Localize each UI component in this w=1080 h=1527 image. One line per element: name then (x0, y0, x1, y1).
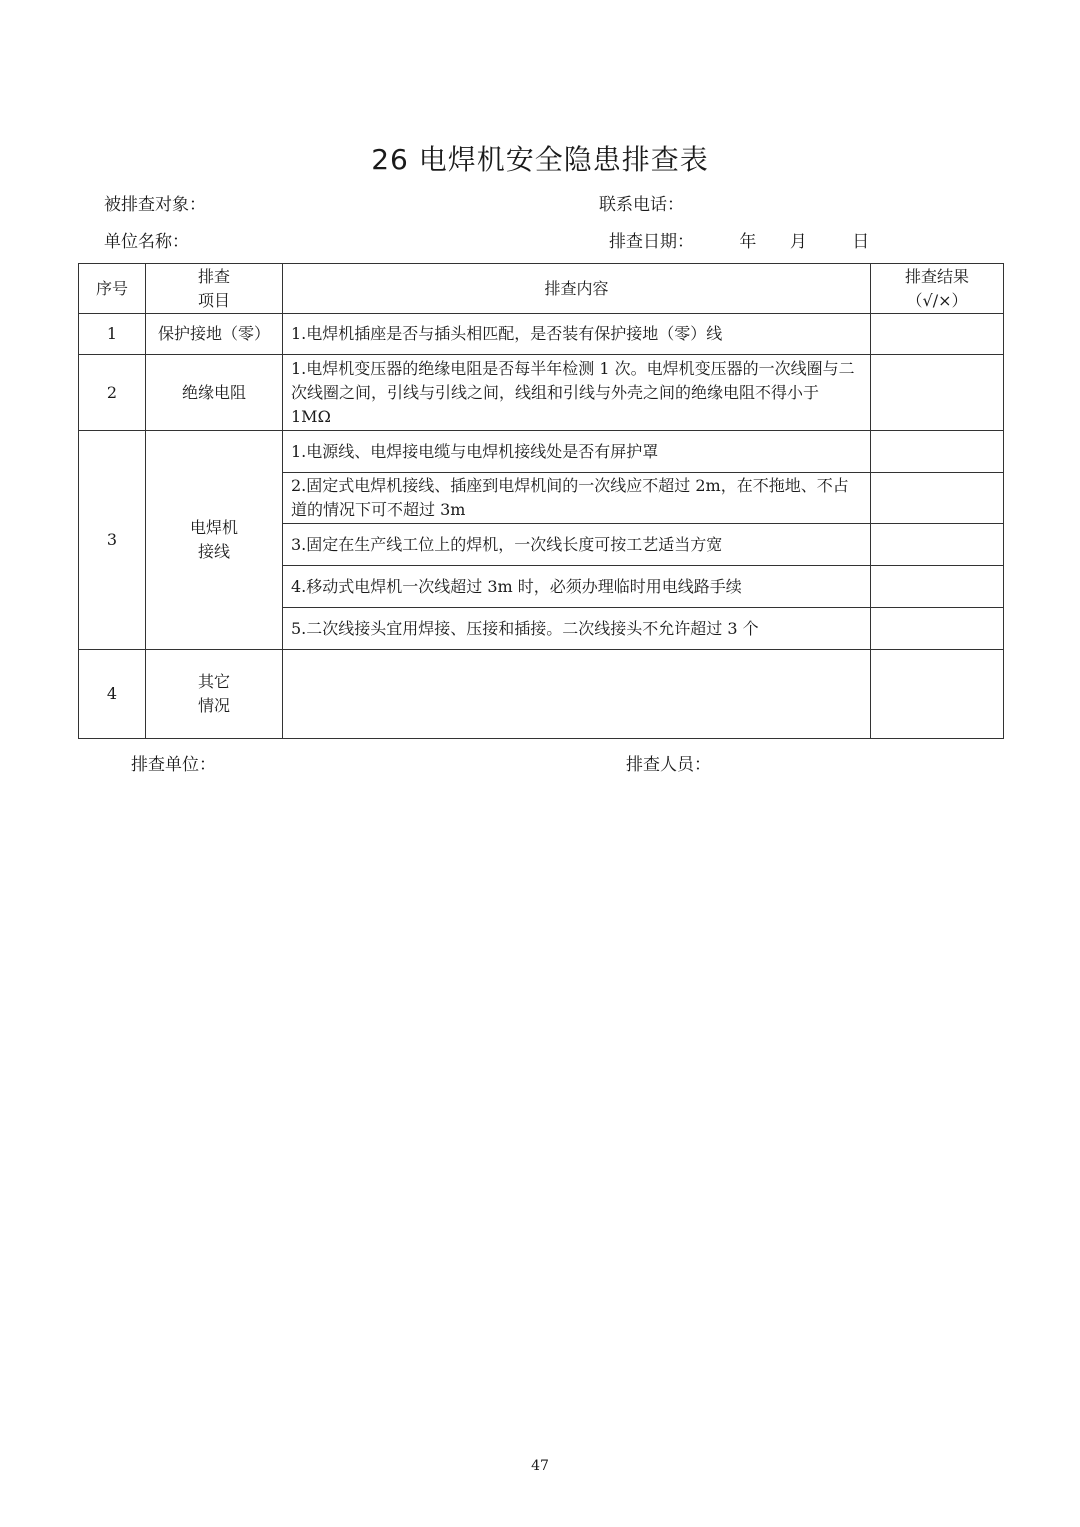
row-no: 3 (79, 431, 146, 650)
table-row (79, 431, 1004, 473)
table-row (79, 314, 1004, 355)
unit-name-label: 单位名称： (104, 232, 189, 252)
row-item (146, 431, 283, 650)
day-label: 日 (852, 232, 870, 252)
row-no: 1 (79, 314, 146, 355)
row-no: 2 (79, 355, 146, 431)
result-cell[interactable] (871, 650, 1004, 739)
phone-label: 联系电话： (599, 195, 684, 215)
result-cell[interactable] (871, 431, 1004, 473)
row-content: 1.电源线、电焊接电缆与电焊机接线处是否有屏护罩 (283, 431, 871, 473)
result-cell[interactable] (871, 314, 1004, 355)
header-item-line2: 项目 (197, 290, 230, 310)
row-content: 5.二次线接头宜用焊接、压接和插接。二次线接头不允许超过 3 个 (283, 608, 871, 650)
header-result-line1: 排查结果 (904, 266, 969, 286)
row-item: 保护接地（零） (146, 314, 283, 355)
page-number: 47 (531, 1458, 549, 1474)
header-result (871, 264, 1004, 314)
result-cell[interactable] (871, 524, 1004, 566)
header-result-line2: （√/×） (906, 290, 968, 310)
row-item-line1: 电焊机 (189, 518, 238, 537)
header-content: 排查内容 (283, 264, 871, 314)
date-label: 排查日期： (609, 232, 694, 252)
header-no: 序号 (79, 264, 146, 314)
row-item (146, 650, 283, 739)
inspection-table (78, 263, 1004, 739)
row-no: 4 (79, 650, 146, 739)
row-item-line2: 接线 (197, 542, 230, 561)
month-label: 月 (789, 232, 807, 252)
date-row (609, 227, 869, 252)
table-header-row (79, 264, 1004, 314)
table-row (79, 650, 1004, 739)
inspection-unit-label: 排查单位： (131, 755, 216, 775)
row-content: 1.电焊机插座是否与插头相匹配，是否装有保护接地（零）线 (283, 314, 871, 355)
row-item: 绝缘电阻 (146, 355, 283, 431)
row-content[interactable] (283, 650, 871, 739)
inspector-label: 排查人员： (626, 755, 711, 775)
result-cell[interactable] (871, 473, 1004, 524)
result-cell[interactable] (871, 608, 1004, 650)
row-item-line2: 情况 (197, 696, 230, 715)
year-label: 年 (739, 232, 757, 252)
header-item (146, 264, 283, 314)
table-row (79, 355, 1004, 431)
result-cell[interactable] (871, 566, 1004, 608)
page-title: 26 电焊机安全隐患排查表 (371, 143, 709, 176)
row-content: 4.移动式电焊机一次线超过 3m 时，必须办理临时用电线路手续 (283, 566, 871, 608)
header-item-line1: 排查 (197, 266, 230, 286)
row-content: 1.电焊机变压器的绝缘电阻是否每半年检测 1 次。电焊机变压器的一次线圈与二次线圈之间，引线与引线之间，线组和引线与外壳之间的绝缘电阻不得小于 1MΩ (283, 355, 871, 431)
result-cell[interactable] (871, 355, 1004, 431)
row-content: 3.固定在生产线工位上的焊机，一次线长度可按工艺适当方宽 (283, 524, 871, 566)
row-item-line1: 其它 (197, 672, 230, 691)
row-content: 2.固定式电焊机接线、插座到电焊机间的一次线应不超过 2m，在不拖地、不占道的情况下可不超过 3m (283, 473, 871, 524)
target-label: 被排查对象： (104, 195, 206, 215)
